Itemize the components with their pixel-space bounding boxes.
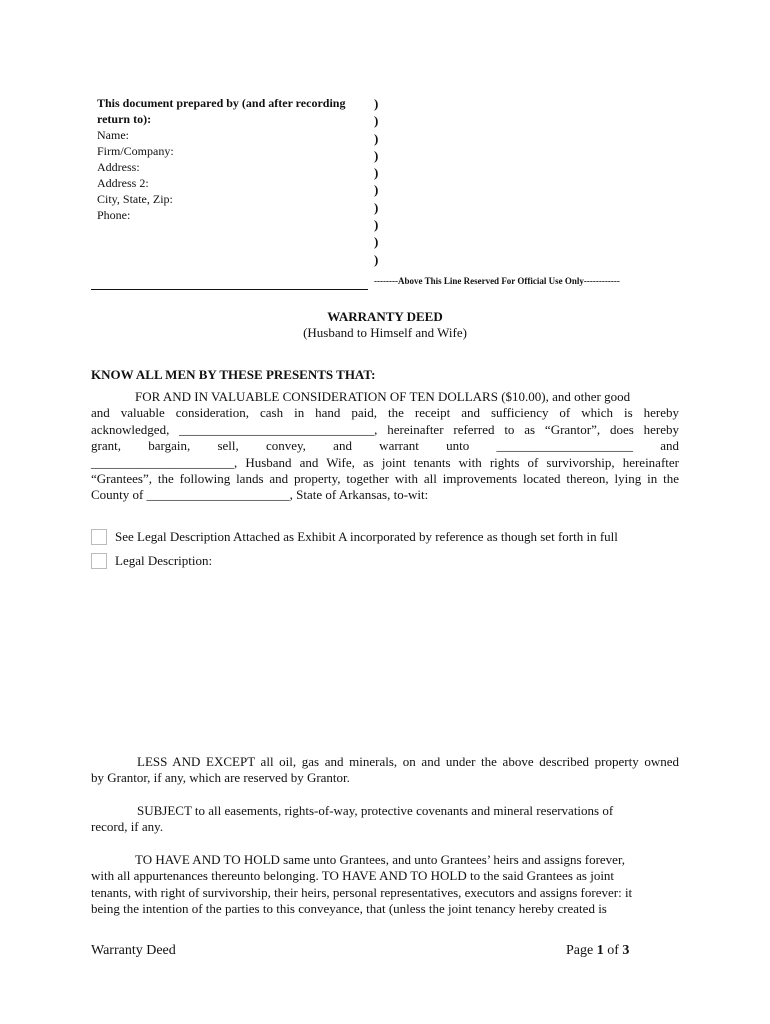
paragraph-line: LESS AND EXCEPT all oil, gas and minerals, on and under the above described property owned: [137, 754, 679, 769]
field-city-label: City, State, Zip:: [97, 192, 173, 206]
paren: ): [374, 251, 379, 267]
recording-divider: [91, 289, 368, 290]
less-and-except-paragraph: [91, 754, 679, 787]
paragraph-line: acknowledged, ______________________________, hereinafter referred to as “Grantor”, does hereby: [91, 421, 679, 437]
prepared-by-label-cont: return to):: [97, 112, 152, 126]
consideration-paragraph: [91, 389, 679, 504]
page-of: of: [607, 943, 619, 958]
page-total: 3: [622, 943, 630, 958]
field-address2-label: Address 2:: [97, 176, 149, 190]
legal-description-label: Legal Description:: [115, 553, 213, 568]
paragraph-line: grant, bargain, sell, convey, and warrant unto _____________________ and: [91, 438, 679, 454]
know-all-heading: KNOW ALL MEN BY THESE PRESENTS THAT:: [91, 367, 376, 382]
exhibit-checkbox[interactable]: [91, 529, 107, 545]
paragraph-line: by Grantor, if any, which are reserved by Grantor.: [91, 770, 350, 786]
page-number: [566, 943, 629, 959]
field-phone-label: Phone:: [97, 208, 131, 222]
paren: ): [374, 182, 379, 198]
paragraph-line: and valuable consideration, cash in hand paid, the receipt and sufficiency of which is hereby: [91, 405, 679, 421]
paren: ): [374, 217, 379, 233]
field-address-label: Address:: [97, 160, 140, 174]
paren: ): [374, 234, 379, 250]
paren-column: [374, 95, 378, 268]
legal-description-checkbox[interactable]: [91, 553, 107, 569]
paren: ): [374, 96, 379, 111]
paren: ): [374, 165, 379, 181]
paragraph-line: being the intention of the parties to this conveyance, that (unless the joint tenancy hereby created is: [91, 901, 607, 917]
paren: ): [374, 199, 379, 215]
paragraph-line: “Grantees”, the following lands and property, together with all improvements located thereon, lying in the: [91, 471, 679, 487]
exhibit-option-label: See Legal Description Attached as Exhibit A incorporated by reference as though set forth in full: [115, 529, 618, 544]
field-firm-label: Firm/Company:: [97, 144, 174, 158]
paragraph-line: record, if any.: [91, 819, 164, 835]
habendum-paragraph: [91, 852, 679, 918]
paragraph-line: ______________________, Husband and Wife, as joint tenants with rights of survivorship, hereinafter: [91, 454, 679, 470]
paren: ): [374, 113, 379, 129]
official-use-line: --------Above This Line Reserved For Official Use Only------------: [374, 276, 620, 286]
paragraph-line: FOR AND IN VALUABLE CONSIDERATION OF TEN DOLLARS ($10.00), and other good: [135, 389, 631, 404]
exhibit-option: [91, 529, 618, 545]
field-name-label: Name:: [97, 128, 129, 142]
paragraph-line: TO HAVE AND TO HOLD same unto Grantees, and unto Grantees’ heirs and assigns forever,: [135, 852, 626, 867]
paragraph-line: County of ______________________, State of Arkansas, to-wit:: [91, 487, 429, 503]
legal-description-option: [91, 553, 212, 569]
preparer-block: [97, 95, 367, 223]
paren: ): [374, 147, 379, 163]
document-subtitle: (Husband to Himself and Wife): [303, 325, 467, 340]
paren: ): [374, 130, 379, 146]
paragraph-line: SUBJECT to all easements, rights-of-way, protective covenants and mineral reservations of: [137, 803, 614, 818]
page-label: Page: [566, 943, 594, 958]
page-current: 1: [596, 943, 604, 958]
subject-to-paragraph: [91, 803, 679, 836]
document-title: WARRANTY DEED: [327, 309, 443, 324]
paragraph-line: tenants, with right of survivorship, their heirs, personal representatives, executors and assigns forever: it: [91, 884, 633, 900]
footer-document-name: Warranty Deed: [91, 943, 176, 958]
paragraph-line: with all appurtenances thereunto belonging. TO HAVE AND TO HOLD to the said Grantees as joint: [91, 868, 615, 884]
prepared-by-label: This document prepared by (and after recording: [97, 96, 346, 110]
